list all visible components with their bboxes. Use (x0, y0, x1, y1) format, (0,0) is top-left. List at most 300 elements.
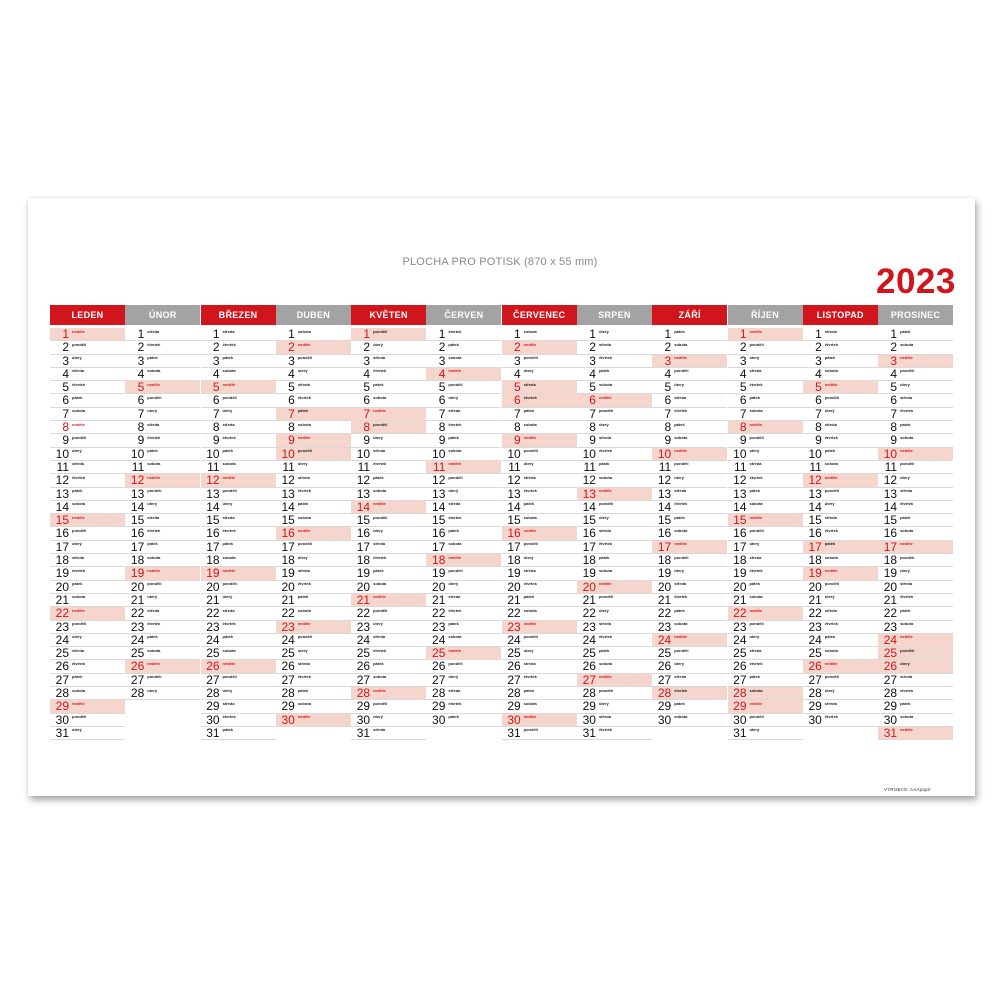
day-number: 31 (55, 725, 69, 740)
weekday-name: pondělí (373, 514, 388, 520)
day-row (276, 328, 351, 341)
weekday-name: úterý (297, 647, 308, 653)
day-number: 27 (733, 672, 747, 687)
weekday-name: středa (523, 567, 536, 573)
weekday-name: čtvrtek (674, 687, 688, 693)
day-row (728, 448, 803, 461)
day-row (426, 647, 501, 660)
weekday-name: pátek (222, 541, 233, 547)
day-number: 15 (432, 513, 446, 528)
day-number: 11 (508, 459, 521, 474)
day-number: 10 (55, 446, 69, 461)
day-number: 6 (739, 393, 747, 408)
day-number: 2 (62, 340, 69, 355)
weekday-name: středa (147, 514, 160, 520)
day-row (50, 581, 125, 594)
day-number: 3 (137, 353, 145, 368)
day-row (201, 647, 276, 660)
day-row (426, 368, 501, 381)
weekday-name: čtvrtek (147, 621, 161, 627)
day-number: 19 (507, 566, 521, 581)
day-number: 11 (282, 459, 295, 474)
day-number: 20 (281, 579, 295, 594)
weekday-name: pátek (222, 634, 233, 640)
weekday-name: úterý (523, 647, 534, 653)
day-number: 27 (883, 672, 898, 687)
day-number: 13 (130, 486, 145, 501)
weekday-name: čtvrtek (749, 567, 763, 573)
day-row (125, 581, 200, 594)
day-row (502, 461, 577, 474)
day-number: 26 (808, 659, 822, 674)
day-number: 27 (657, 672, 672, 687)
day-row (577, 581, 652, 594)
weekday-name: pondělí (674, 461, 689, 467)
day-number: 4 (815, 366, 822, 381)
day-row (276, 355, 351, 368)
weekday-name: sobota (674, 714, 688, 720)
day-row (50, 714, 125, 727)
day-number: 4 (890, 366, 898, 381)
day-number: 11 (56, 459, 69, 474)
weekday-name: čtvrtek (72, 474, 86, 480)
day-row (728, 634, 803, 647)
day-row (728, 660, 803, 673)
day-row (577, 501, 652, 514)
day-number: 5 (137, 380, 145, 395)
weekday-name: neděle (900, 448, 913, 454)
day-number: 17 (55, 539, 69, 554)
day-row (201, 501, 276, 514)
day-number: 26 (883, 659, 898, 674)
day-row (125, 501, 200, 514)
day-number: 30 (206, 712, 220, 727)
month-column (426, 305, 501, 727)
weekday-name: sobota (222, 647, 236, 653)
day-number: 14 (130, 499, 145, 514)
day-row (426, 594, 501, 607)
day-number: 19 (130, 566, 145, 581)
weekday-name: neděle (598, 581, 612, 587)
day-number: 21 (507, 592, 521, 607)
day-row (652, 594, 727, 607)
month-days (803, 328, 878, 727)
month-header: DUBEN (276, 305, 351, 325)
day-row (577, 687, 652, 700)
month-header: LISTOPAD (803, 305, 878, 325)
weekday-name: čtvrtek (373, 647, 387, 653)
day-row (803, 514, 878, 527)
weekday-name: pátek (222, 727, 233, 733)
day-number: 30 (733, 712, 747, 727)
month-header: ŘÍJEN (728, 305, 803, 325)
day-number: 2 (137, 340, 145, 355)
day-number: 22 (657, 606, 672, 621)
day-row (803, 527, 878, 540)
weekday-name: sobota (749, 687, 763, 693)
weekday-name: pátek (147, 355, 158, 361)
day-row (50, 394, 125, 407)
weekday-name: pondělí (749, 621, 764, 627)
weekday-name: středa (674, 488, 687, 494)
day-number: 27 (582, 672, 596, 687)
month-column (502, 305, 577, 740)
weekday-name: středa (297, 474, 310, 480)
day-number: 29 (657, 699, 672, 714)
day-row (878, 700, 953, 713)
weekday-name: sobota (598, 381, 613, 387)
weekday-name: neděle (448, 461, 462, 467)
day-row (276, 634, 351, 647)
day-row (426, 687, 501, 700)
day-row (426, 700, 501, 713)
weekday-name: čtvrtek (448, 421, 462, 427)
weekday-name: sobota (373, 674, 387, 680)
day-row (50, 368, 125, 381)
weekday-name: čtvrtek (72, 381, 86, 387)
day-number: 25 (432, 646, 446, 661)
day-row (201, 488, 276, 501)
day-row (351, 434, 426, 447)
day-row (426, 501, 501, 514)
day-number: 18 (883, 553, 898, 568)
day-row (426, 581, 501, 594)
weekday-name: středa (147, 328, 160, 334)
weekday-name: úterý (222, 408, 233, 414)
day-number: 14 (356, 499, 371, 514)
day-number: 25 (356, 646, 371, 661)
day-row (125, 567, 200, 580)
weekday-name: neděle (222, 567, 236, 573)
day-number: 27 (356, 672, 371, 687)
weekday-name: čtvrtek (598, 448, 613, 454)
weekday-name: sobota (598, 567, 613, 573)
day-number: 11 (432, 459, 446, 474)
weekday-name: neděle (297, 621, 311, 627)
day-number: 13 (733, 486, 747, 501)
day-number: 20 (883, 579, 898, 594)
day-row (125, 394, 200, 407)
weekday-name: úterý (523, 461, 534, 467)
weekday-name: pátek (598, 368, 610, 374)
day-number: 19 (883, 566, 898, 581)
weekday-name: neděle (297, 341, 311, 347)
day-row (50, 700, 125, 713)
weekday-name: středa (749, 554, 762, 560)
day-row (201, 381, 276, 394)
month-days (728, 328, 803, 740)
month-days (502, 328, 577, 740)
weekday-name: úterý (448, 488, 459, 494)
weekday-name: úterý (72, 634, 82, 640)
day-number: 8 (664, 420, 672, 435)
weekday-name: úterý (147, 408, 158, 414)
weekday-name: neděle (900, 355, 913, 361)
day-row (728, 687, 803, 700)
day-number: 23 (281, 619, 295, 634)
day-number: 7 (815, 406, 822, 421)
day-row (652, 355, 727, 368)
day-number: 26 (582, 659, 596, 674)
day-number: 31 (883, 725, 898, 740)
day-row (426, 607, 501, 620)
day-number: 3 (890, 353, 898, 368)
day-row (125, 687, 200, 700)
weekday-name: čtvrtek (222, 341, 236, 347)
day-number: 4 (589, 366, 596, 381)
weekday-name: sobota (900, 341, 914, 347)
weekday-name: pondělí (749, 434, 764, 440)
weekday-name: čtvrtek (824, 341, 838, 347)
day-number: 22 (356, 606, 371, 621)
weekday-name: sobota (523, 700, 537, 706)
weekday-name: středa (749, 461, 762, 467)
day-row (878, 647, 953, 660)
day-number: 20 (130, 579, 145, 594)
day-number: 8 (513, 420, 521, 435)
day-number: 3 (438, 353, 446, 368)
weekday-name: pátek (222, 355, 233, 361)
day-row (878, 394, 953, 407)
day-number: 6 (288, 393, 295, 408)
day-row (803, 554, 878, 567)
day-row (276, 448, 351, 461)
day-row (276, 647, 351, 660)
day-row (201, 607, 276, 620)
weekday-name: čtvrtek (900, 594, 914, 600)
day-number: 23 (432, 619, 446, 634)
day-number: 4 (664, 366, 672, 381)
weekday-name: středa (373, 541, 386, 547)
day-row (652, 541, 727, 554)
day-row (502, 607, 577, 620)
weekday-name: pátek (674, 421, 685, 427)
day-row (878, 488, 953, 501)
day-row (728, 368, 803, 381)
day-number: 16 (356, 526, 371, 541)
weekday-name: neděle (297, 434, 311, 440)
day-number: 11 (583, 459, 596, 474)
month-column (201, 305, 276, 740)
day-row (502, 567, 577, 580)
day-number: 23 (808, 619, 822, 634)
day-row (502, 408, 577, 421)
weekday-name: středa (900, 394, 913, 400)
day-number: 21 (883, 592, 898, 607)
month-column (728, 305, 803, 740)
weekday-name: čtvrtek (523, 488, 537, 494)
day-row (201, 368, 276, 381)
weekday-name: neděle (598, 488, 612, 494)
day-number: 30 (883, 712, 898, 727)
weekday-name: sobota (749, 594, 763, 600)
weekday-name: sobota (147, 647, 161, 653)
weekday-name: pondělí (749, 527, 764, 533)
day-number: 6 (589, 393, 596, 408)
day-number: 23 (55, 619, 69, 634)
day-row (502, 448, 577, 461)
day-number: 21 (55, 592, 69, 607)
day-number: 5 (62, 380, 69, 395)
weekday-name: pondělí (448, 567, 463, 573)
weekday-name: středa (448, 408, 461, 414)
day-row (878, 581, 953, 594)
day-row (652, 368, 727, 381)
weekday-name: pátek (749, 488, 760, 494)
day-row (502, 554, 577, 567)
day-row (652, 647, 727, 660)
weekday-name: úterý (373, 341, 383, 347)
day-row (502, 621, 577, 634)
day-row (803, 448, 878, 461)
day-row (426, 434, 501, 447)
weekday-name: čtvrtek (373, 554, 387, 560)
weekday-name: úterý (674, 381, 685, 387)
day-number: 21 (808, 592, 822, 607)
day-row (577, 408, 652, 421)
day-row (502, 527, 577, 540)
day-number: 1 (62, 327, 69, 341)
day-number: 17 (206, 539, 220, 554)
day-number: 6 (62, 393, 69, 408)
day-row (276, 474, 351, 487)
weekday-name: pondělí (900, 554, 915, 560)
day-row (577, 647, 652, 660)
weekday-name: pondělí (523, 355, 538, 361)
day-row (426, 554, 501, 567)
weekday-name: neděle (147, 381, 160, 387)
weekday-name: sobota (900, 527, 914, 533)
day-number: 12 (808, 473, 822, 488)
day-number: 28 (808, 686, 822, 701)
day-row (878, 461, 953, 474)
day-number: 17 (733, 539, 747, 554)
day-row (276, 368, 351, 381)
day-row (50, 341, 125, 354)
day-number: 16 (808, 526, 822, 541)
day-number: 6 (438, 393, 446, 408)
day-row (652, 581, 727, 594)
day-number: 5 (739, 380, 747, 395)
day-row (50, 727, 125, 740)
day-number: 24 (808, 632, 822, 647)
weekday-name: středa (598, 434, 611, 440)
weekday-name: pátek (147, 448, 158, 454)
day-row (125, 621, 200, 634)
month-days (50, 328, 125, 740)
day-number: 22 (507, 606, 521, 621)
day-row (426, 474, 501, 487)
weekday-name: úterý (297, 368, 308, 374)
weekday-name: středa (72, 368, 85, 374)
weekday-name: úterý (749, 355, 760, 361)
day-number: 4 (288, 366, 295, 381)
day-row (50, 488, 125, 501)
month-days (878, 328, 953, 740)
weekday-name: pátek (598, 554, 610, 560)
day-number: 22 (206, 606, 220, 621)
day-row (728, 328, 803, 341)
weekday-name: středa (72, 647, 85, 653)
day-row (728, 474, 803, 487)
day-number: 18 (55, 553, 69, 568)
day-row (351, 581, 426, 594)
day-number: 24 (55, 632, 69, 647)
weekday-name: středa (824, 328, 837, 334)
weekday-name: čtvrtek (297, 394, 311, 400)
day-row (125, 634, 200, 647)
month-days (426, 328, 501, 727)
day-row (502, 341, 577, 354)
day-row (125, 355, 200, 368)
day-number: 26 (507, 659, 521, 674)
day-number: 13 (808, 486, 822, 501)
month-header: ÚNOR (125, 305, 200, 325)
day-row (878, 474, 953, 487)
weekday-name: pondělí (147, 394, 162, 400)
weekday-name: sobota (297, 700, 311, 706)
day-number: 7 (363, 406, 371, 421)
day-row (351, 381, 426, 394)
day-number: 2 (438, 340, 446, 355)
weekday-name: sobota (448, 541, 462, 547)
day-number: 30 (657, 712, 672, 727)
day-number: 13 (206, 486, 220, 501)
day-row (426, 527, 501, 540)
weekday-name: pátek (373, 660, 384, 666)
weekday-name: sobota (523, 328, 537, 334)
day-number: 21 (432, 592, 446, 607)
weekday-name: pátek (824, 355, 836, 361)
day-row (426, 567, 501, 580)
weekday-name: úterý (147, 594, 158, 600)
day-number: 23 (507, 619, 521, 634)
day-row (351, 714, 426, 727)
day-number: 28 (507, 686, 521, 701)
day-number: 15 (582, 513, 596, 528)
weekday-name: pondělí (824, 394, 840, 400)
day-number: 31 (733, 725, 747, 740)
weekday-name: čtvrtek (72, 660, 86, 666)
day-number: 22 (808, 606, 822, 621)
day-number: 27 (281, 672, 295, 687)
month-header: KVĚTEN (351, 305, 426, 325)
day-row (351, 607, 426, 620)
weekday-name: pátek (674, 700, 685, 706)
day-row (803, 461, 878, 474)
day-number: 16 (55, 526, 69, 541)
day-row (276, 461, 351, 474)
weekday-name: středa (147, 421, 160, 427)
day-row (728, 421, 803, 434)
day-number: 30 (55, 712, 69, 727)
day-number: 3 (589, 353, 596, 368)
day-number: 28 (432, 686, 446, 701)
day-number: 17 (883, 539, 898, 554)
weekday-name: čtvrtek (749, 660, 763, 666)
weekday-name: úterý (900, 474, 910, 480)
weekday-name: čtvrtek (824, 621, 838, 627)
day-row (728, 554, 803, 567)
day-number: 26 (206, 659, 220, 674)
weekday-name: středa (72, 461, 85, 467)
day-row (351, 408, 426, 421)
day-row (652, 514, 727, 527)
day-row (652, 621, 727, 634)
weekday-name: středa (222, 607, 235, 613)
weekday-name: středa (448, 594, 461, 600)
day-number: 12 (206, 473, 220, 488)
